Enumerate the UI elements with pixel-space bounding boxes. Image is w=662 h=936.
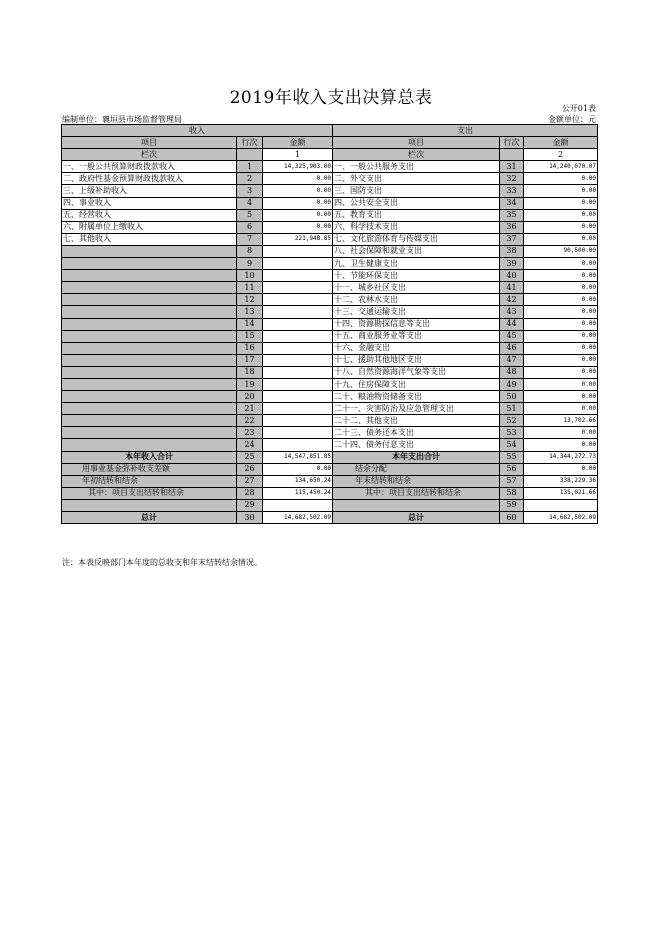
form-number: 公开01表 [561, 104, 596, 113]
table-row [62, 233, 598, 245]
row-number: 59 [500, 499, 524, 511]
table-row [62, 439, 598, 451]
expense-item: 十、节能环保支出 [333, 270, 500, 282]
row-number: 41 [500, 282, 524, 294]
income-column-label: 栏次 [62, 149, 237, 161]
income-item [62, 258, 237, 270]
expense-amount: 338,229.36 [524, 475, 598, 487]
table-body [62, 161, 598, 451]
income-amount: 14,325,903.00 [263, 161, 333, 173]
expense-amount: 0.00 [524, 330, 598, 342]
income-item: 五、经营收入 [62, 209, 237, 221]
row-number: 44 [500, 318, 524, 330]
income-item [62, 439, 237, 451]
row-number: 45 [500, 330, 524, 342]
income-item: 其中：项目支出结转和结余 [62, 487, 237, 499]
income-amount: 221,948.85 [263, 233, 333, 245]
income-amount [263, 427, 333, 439]
expense-item: 其中：项目支出结转和结余 [333, 487, 500, 499]
income-amount [263, 403, 333, 415]
row-number: 27 [237, 475, 263, 487]
income-item [62, 366, 237, 378]
row-number: 46 [500, 342, 524, 354]
income-item [62, 354, 237, 366]
expense-amount: 0.00 [524, 439, 598, 451]
table-row [62, 354, 598, 366]
table-row [62, 270, 598, 282]
income-item: 七、其他收入 [62, 233, 237, 245]
table-row [62, 245, 598, 257]
row-number: 16 [237, 342, 263, 354]
expense-amount: 0.00 [524, 342, 598, 354]
expense-item: 十五、商业服务业等支出 [333, 330, 500, 342]
row-number: 39 [500, 258, 524, 270]
expense-amount: 135,021.66 [524, 487, 598, 499]
row-number: 5 [237, 209, 263, 221]
income-item [62, 318, 237, 330]
expense-item: 三、国防支出 [333, 185, 500, 197]
expense-amount: 0.00 [524, 403, 598, 415]
row-number: 25 [237, 451, 263, 463]
row-number: 8 [237, 245, 263, 257]
table-row [62, 366, 598, 378]
amount-unit: 金额单位：元 [548, 115, 596, 124]
income-amount: 134,650.24 [263, 475, 333, 487]
compiling-unit: 编制单位：襄垣县市场监督管理局 [62, 115, 182, 124]
expense-item: 一、一般公共服务支出 [333, 161, 500, 173]
expense-amount: 13,702.66 [524, 415, 598, 427]
row-number: 15 [237, 330, 263, 342]
table-row [62, 306, 598, 318]
table-row [62, 258, 598, 270]
expense-item: 十三、交通运输支出 [333, 306, 500, 318]
row-number: 53 [500, 427, 524, 439]
income-item [62, 378, 237, 390]
income-grand-total-label: 总计 [62, 512, 237, 524]
table-row [62, 282, 598, 294]
expense-amount-header: 金额 [524, 137, 598, 149]
row-number: 60 [500, 512, 524, 524]
row-number: 2 [237, 173, 263, 185]
row-number: 23 [237, 427, 263, 439]
table-row [62, 427, 598, 439]
income-year-total-amount: 14,547,851.85 [263, 451, 333, 463]
row-number: 38 [500, 245, 524, 257]
income-amount [263, 258, 333, 270]
income-amount: 0.00 [263, 197, 333, 209]
row-number: 42 [500, 294, 524, 306]
income-amount [263, 391, 333, 403]
table-footer [62, 451, 598, 524]
row-number: 37 [500, 233, 524, 245]
table-row [62, 294, 598, 306]
expense-item: 九、卫生健康支出 [333, 258, 500, 270]
income-item [62, 245, 237, 257]
table-row [62, 403, 598, 415]
expense-amount: 0.00 [524, 197, 598, 209]
row-number: 34 [500, 197, 524, 209]
expense-item: 二十三、债务还本支出 [333, 427, 500, 439]
income-year-total-label: 本年收入合计 [62, 451, 237, 463]
row-number: 47 [500, 354, 524, 366]
row-number: 51 [500, 403, 524, 415]
expense-item-header: 项目 [333, 137, 500, 149]
expense-item: 十九、住房保障支出 [333, 378, 500, 390]
income-item [62, 427, 237, 439]
row-number: 55 [500, 451, 524, 463]
income-amount [263, 439, 333, 451]
row-number: 57 [500, 475, 524, 487]
row-number: 56 [500, 463, 524, 475]
income-amount [263, 294, 333, 306]
income-item [62, 270, 237, 282]
column-index-row [62, 149, 598, 161]
income-item: 一、一般公共预算财政拨款收入 [62, 161, 237, 173]
income-item: 三、上级补助收入 [62, 185, 237, 197]
page-title: 2019年收入支出决算总表 [229, 88, 433, 108]
income-item: 四、事业收入 [62, 197, 237, 209]
row-number: 26 [237, 463, 263, 475]
expense-item: 结余分配 [333, 463, 500, 475]
row-number: 22 [237, 415, 263, 427]
income-item [62, 330, 237, 342]
table-row [62, 197, 598, 209]
row-number: 32 [500, 173, 524, 185]
expense-amount [524, 499, 598, 511]
income-amount [263, 318, 333, 330]
row-number: 11 [237, 282, 263, 294]
expense-rowno-header: 行次 [500, 137, 524, 149]
expense-item: 二十四、债务付息支出 [333, 439, 500, 451]
row-number: 13 [237, 306, 263, 318]
income-amount: 0.00 [263, 173, 333, 185]
row-number: 49 [500, 378, 524, 390]
income-amount [263, 282, 333, 294]
row-number: 18 [237, 366, 263, 378]
expense-amount: 0.00 [524, 463, 598, 475]
row-number: 20 [237, 391, 263, 403]
table-row [62, 475, 598, 487]
income-amount [263, 306, 333, 318]
income-item [62, 415, 237, 427]
table-row [62, 342, 598, 354]
row-number: 14 [237, 318, 263, 330]
expense-item: 六、科学技术支出 [333, 221, 500, 233]
expense-amount: 0.00 [524, 354, 598, 366]
row-number: 33 [500, 185, 524, 197]
expense-amount: 0.00 [524, 378, 598, 390]
grand-total-row [62, 512, 598, 524]
table-row [62, 463, 598, 475]
expense-amount: 0.00 [524, 258, 598, 270]
row-number: 3 [237, 185, 263, 197]
row-number: 48 [500, 366, 524, 378]
income-amount [263, 378, 333, 390]
expense-item: 二、外交支出 [333, 173, 500, 185]
expense-amount: 0.00 [524, 391, 598, 403]
income-item [62, 306, 237, 318]
expense-column-label: 栏次 [333, 149, 500, 161]
row-number: 17 [237, 354, 263, 366]
expense-item: 十七、援助其他地区支出 [333, 354, 500, 366]
empty-cell [500, 149, 524, 161]
row-number: 4 [237, 197, 263, 209]
row-number: 7 [237, 233, 263, 245]
expense-item: 年末结转和结余 [333, 475, 500, 487]
expense-amount: 0.00 [524, 282, 598, 294]
income-item [62, 294, 237, 306]
expense-item: 七、文化旅游体育与传媒支出 [333, 233, 500, 245]
table-row [62, 487, 598, 499]
expense-item: 十一、城乡社区支出 [333, 282, 500, 294]
expense-section-header: 支出 [333, 125, 598, 137]
income-item [62, 403, 237, 415]
income-grand-total-amount: 14,682,502.09 [263, 512, 333, 524]
income-rowno-header: 行次 [237, 137, 263, 149]
expense-item: 二十、粮油物资储备支出 [333, 391, 500, 403]
table-row [62, 161, 598, 173]
row-number: 30 [237, 512, 263, 524]
income-item-header: 项目 [62, 137, 237, 149]
expense-year-total-amount: 14,344,272.73 [524, 451, 598, 463]
income-item [62, 391, 237, 403]
income-item [62, 499, 237, 511]
expense-amount: 0.00 [524, 366, 598, 378]
income-section-header: 收入 [62, 125, 333, 137]
expense-year-total-label: 本年支出合计 [333, 451, 500, 463]
row-number: 29 [237, 499, 263, 511]
expense-amount: 0.00 [524, 173, 598, 185]
expense-amount: 0.00 [524, 209, 598, 221]
empty-cell [237, 149, 263, 161]
expense-grand-total-amount: 14,682,502.09 [524, 512, 598, 524]
income-amount [263, 330, 333, 342]
expense-amount: 0.00 [524, 233, 598, 245]
expense-amount: 0.00 [524, 427, 598, 439]
row-number: 1 [237, 161, 263, 173]
row-number: 12 [237, 294, 263, 306]
income-item: 用事业基金弥补收支差额 [62, 463, 237, 475]
table-row [62, 221, 598, 233]
footnote: 注：本表反映部门本年度的总收支和年末结转结余情况。 [62, 558, 262, 567]
expense-amount: 0.00 [524, 270, 598, 282]
expense-amount: 0.00 [524, 221, 598, 233]
row-number: 58 [500, 487, 524, 499]
income-amount [263, 342, 333, 354]
expense-amount: 90,500.00 [524, 245, 598, 257]
column-header-row [62, 137, 598, 149]
income-amount [263, 366, 333, 378]
row-number: 9 [237, 258, 263, 270]
expense-item: 四、公共安全支出 [333, 197, 500, 209]
income-amount: 115,450.24 [263, 487, 333, 499]
income-amount [263, 354, 333, 366]
row-number: 10 [237, 270, 263, 282]
table-row [62, 209, 598, 221]
row-number: 40 [500, 270, 524, 282]
income-amount: 0.00 [263, 185, 333, 197]
income-amount [263, 499, 333, 511]
table-row [62, 415, 598, 427]
row-number: 43 [500, 306, 524, 318]
income-item [62, 342, 237, 354]
income-item [62, 282, 237, 294]
expense-item: 十八、自然资源海洋气象等支出 [333, 366, 500, 378]
row-number: 54 [500, 439, 524, 451]
expense-item: 二十二、其他支出 [333, 415, 500, 427]
income-item: 二、政府性基金预算财政拨款收入 [62, 173, 237, 185]
income-amount: 0.00 [263, 221, 333, 233]
expense-amount: 0.00 [524, 185, 598, 197]
income-amount: 0.00 [263, 463, 333, 475]
table-row [62, 330, 598, 342]
expense-grand-total-label: 总计 [333, 512, 500, 524]
income-amount: 0.00 [263, 209, 333, 221]
expense-amount: 14,240,070.07 [524, 161, 598, 173]
expense-item: 五、教育支出 [333, 209, 500, 221]
row-number: 35 [500, 209, 524, 221]
income-amount-header: 金额 [263, 137, 333, 149]
income-item: 年初结转和结余 [62, 475, 237, 487]
row-number: 50 [500, 391, 524, 403]
expense-item: 八、社会保障和就业支出 [333, 245, 500, 257]
expense-item: 十六、金融支出 [333, 342, 500, 354]
row-number: 21 [237, 403, 263, 415]
income-amount [263, 270, 333, 282]
row-number: 19 [237, 378, 263, 390]
row-number: 36 [500, 221, 524, 233]
income-item: 六、附属单位上缴收入 [62, 221, 237, 233]
year-total-row [62, 451, 598, 463]
expense-item: 二十一、灾害防治及应急管理支出 [333, 403, 500, 415]
table-row [62, 173, 598, 185]
table-row [62, 499, 598, 511]
expense-item: 十二、农林水支出 [333, 294, 500, 306]
row-number: 6 [237, 221, 263, 233]
income-amount [263, 245, 333, 257]
expense-item [333, 499, 500, 511]
row-number: 24 [237, 439, 263, 451]
table-row [62, 185, 598, 197]
row-number: 28 [237, 487, 263, 499]
expense-amount: 0.00 [524, 306, 598, 318]
expense-column-index: 2 [524, 149, 598, 161]
table-row [62, 378, 598, 390]
table-row [62, 318, 598, 330]
table-row [62, 391, 598, 403]
section-header-row [62, 125, 598, 137]
budget-summary-table [61, 124, 598, 524]
income-column-index: 1 [263, 149, 333, 161]
row-number: 52 [500, 415, 524, 427]
expense-amount: 0.00 [524, 294, 598, 306]
income-amount [263, 415, 333, 427]
row-number: 31 [500, 161, 524, 173]
expense-amount: 0.00 [524, 318, 598, 330]
expense-item: 十四、资源勘探信息等支出 [333, 318, 500, 330]
